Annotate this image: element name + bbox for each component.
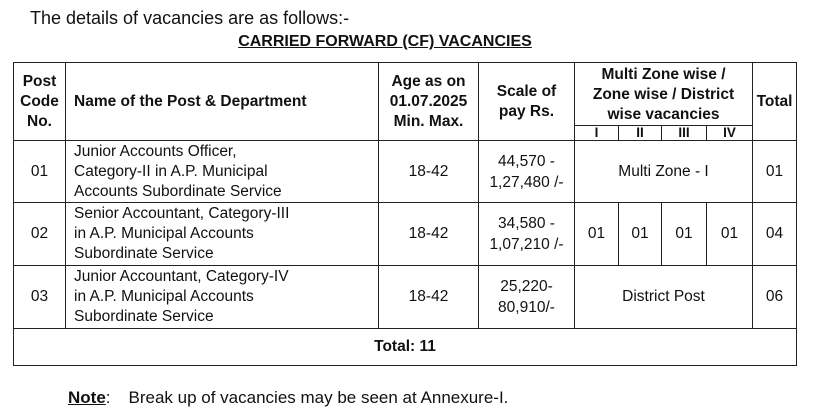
header-scale-line: Scale of [496, 82, 557, 100]
post-name-line: Category-II in A.P. Municipal [74, 162, 268, 180]
scale-cell [479, 266, 575, 329]
header-age-line: Age as on [391, 72, 466, 90]
header-age-line: Min. Max. [393, 112, 464, 130]
section-heading: CARRIED FORWARD (CF) VACANCIES [238, 33, 532, 50]
note-label: Note [68, 388, 106, 407]
age-cell: 18-42 [379, 141, 479, 203]
age-cell: 18-42 [379, 203, 479, 266]
header-post-name: Name of the Post & Department [66, 63, 379, 141]
zone-col-1: I [575, 126, 619, 141]
post-name-line: Junior Accounts Officer, [74, 142, 237, 160]
scale-cell [479, 141, 575, 203]
grand-total-row [14, 329, 797, 366]
scale-line: 1,07,210 /- [489, 236, 564, 253]
zone-col-4: IV [707, 126, 753, 141]
table-row [14, 203, 797, 266]
post-name-cell [66, 266, 379, 329]
header-post-code-line: Post [22, 72, 57, 90]
scale-line: 44,570 - [498, 152, 555, 170]
scale-line: 34,580 - [498, 215, 555, 232]
header-zone [575, 63, 753, 126]
post-name-cell [66, 141, 379, 203]
zone-3-cell: 01 [662, 203, 707, 266]
header-scale [479, 63, 575, 141]
table-row [14, 141, 797, 203]
post-code-cell: 01 [14, 141, 66, 203]
note-text: Break up of vacancies may be seen at Annexure-I. [128, 388, 509, 407]
scale-cell [479, 203, 575, 266]
zone-col-2: II [619, 126, 662, 141]
post-name-line: Senior Accountant, Category-III [74, 205, 290, 222]
header-zone-line: wise vacancies [607, 106, 720, 123]
zone-merged-cell: District Post [575, 266, 753, 329]
post-code-cell: 02 [14, 203, 66, 266]
total-cell: 01 [753, 141, 797, 203]
post-name-line: Accounts Subordinate Service [74, 182, 282, 200]
grand-total-cell: Total: 11 [14, 329, 797, 366]
scale-line: 1,27,480 /- [489, 173, 564, 191]
post-name-line: in A.P. Municipal Accounts [74, 225, 254, 242]
zone-1-cell: 01 [575, 203, 619, 266]
header-row [14, 63, 797, 126]
zone-2-cell: 01 [619, 203, 662, 266]
post-name-cell [66, 203, 379, 266]
table-row [14, 266, 797, 329]
header-post-code [14, 63, 66, 141]
intro-text: The details of vacancies are as follows:- [30, 8, 350, 28]
header-scale-line: pay Rs. [498, 102, 555, 120]
header-total: Total [753, 63, 797, 141]
post-name-line: Subordinate Service [74, 245, 214, 262]
age-cell: 18-42 [379, 266, 479, 329]
zone-4-cell: 01 [707, 203, 753, 266]
header-post-code-line: Code [20, 92, 59, 110]
post-code-cell: 03 [14, 266, 66, 329]
post-name-line: Subordinate Service [74, 308, 214, 325]
header-age [379, 63, 479, 141]
vacancies-table [13, 62, 797, 366]
header-zone-line: Zone wise / District [592, 86, 735, 103]
post-name-line: in A.P. Municipal Accounts [74, 288, 254, 305]
header-zone-line: Multi Zone wise / [601, 66, 726, 83]
zone-merged-cell: Multi Zone - I [575, 141, 753, 203]
note-separator: : [105, 388, 111, 407]
note [68, 388, 508, 408]
header-age-line: 01.07.2025 [389, 92, 468, 110]
total-cell: 06 [753, 266, 797, 329]
scale-line: 80,910/- [498, 299, 555, 316]
header-post-code-line: No. [27, 112, 52, 130]
post-name-line: Junior Accountant, Category-IV [74, 268, 289, 285]
zone-col-3: III [662, 126, 707, 141]
total-cell: 04 [753, 203, 797, 266]
scale-line: 25,220- [500, 278, 553, 295]
